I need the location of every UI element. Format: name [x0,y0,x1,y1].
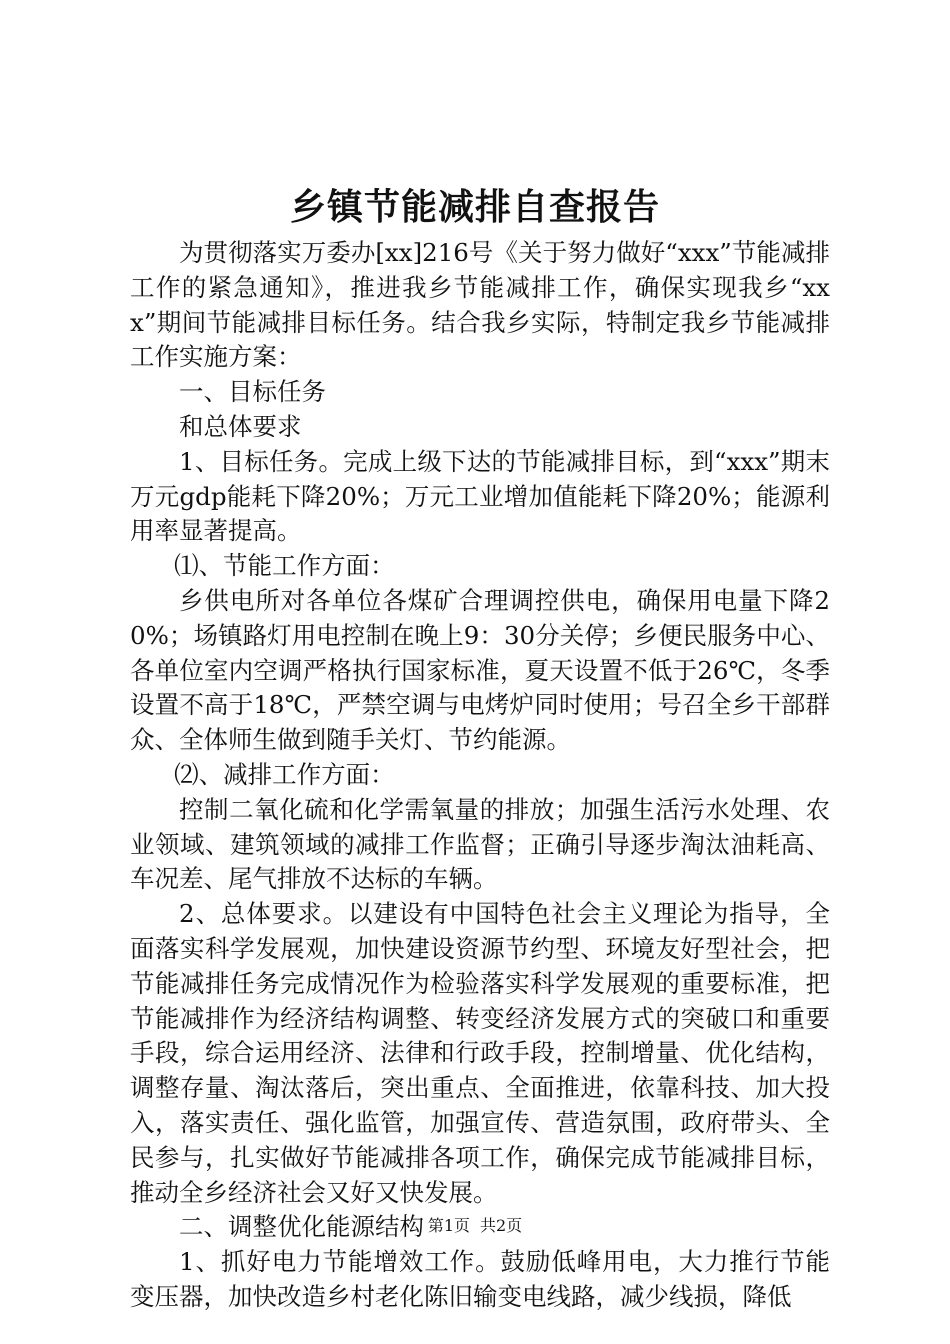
paragraph-power-efficiency: 1、抓好电力节能增效工作。鼓励低峰用电，大力推行节能变压器，加快改造乡村老化陈旧输变电线路，减少线损，降低 [130,1247,830,1311]
document-body [130,236,830,1315]
subheading-energy-saving: ⑴、节能工作方面： [174,551,395,581]
page-number: 第1页 [427,1216,470,1235]
paragraph-goal-task: 1、目标任务。完成上级下达的节能减排目标，到“xxx”期末万元gdp能耗下降20%；万元工业增加值能耗下降20%；能源利用率显著提高。 [130,446,830,546]
section-heading-goals: 一、目标任务 [179,377,326,407]
document-title: 乡镇节能减排自查报告 [289,187,660,228]
paragraph-energy-saving: 乡供电所对各单位各煤矿合理调控供电，确保用电量下降20%；场镇路灯用电控制在晚上9：30分关停；乡便民服务中心、各单位室内空调严格执行国家标准，夏天设置不低于26℃，冬季设置不高于18℃，严禁空调与电烤炉同时使用；号召全乡干部群众、全体师生做到随手关灯、节约能源。 [130,585,830,755]
paragraph-overall-requirements: 2、总体要求。以建设有中国特色社会主义理论为指导，全面落实科学发展观，加快建设资源节约型、环境友好型社会，把节能减排任务完成情况作为检验落实科学发展观的重要标准，把节能减排作为经济结构调整、转变经济发展方式的突破口和重要手段，综合运用经济、法律和行政手段，控制增量、优化结构，调整存量、淘汰落后，突出重点、全面推进，依靠科技、加大投入，落实责任、强化监管，加强宣传、营造氛围，政府带头、全民参与，扎实做好节能减排各项工作，确保完成节能减排目标，推动全乡经济社会又好又快发展。 [130,899,830,1207]
subheading-emission-reduction: ⑵、减排工作方面： [174,759,395,789]
paragraph-emission-reduction: 控制二氧化硫和化学需氧量的排放；加强生活污水处理、农业领域、建筑领域的减排工作监督；正确引导逐步淘汰油耗高、车况差、尾气排放不达标的车辆。 [130,794,830,894]
page-total: 共2页 [480,1216,523,1235]
section-heading-goals-cont: 和总体要求 [179,411,302,441]
page-footer [0,1214,950,1238]
section-heading-energy-structure: 二、调整优化能源结构 [179,1212,424,1242]
intro-paragraph: 为贯彻落实万委办[xx]216号《关于努力做好“xxx”节能减排工作的紧急通知》，推进我乡节能减排工作，确保实现我乡“xxx”期间节能减排目标任务。结合我乡实际，特制定我乡节能减排工作实施方案： [130,238,830,372]
